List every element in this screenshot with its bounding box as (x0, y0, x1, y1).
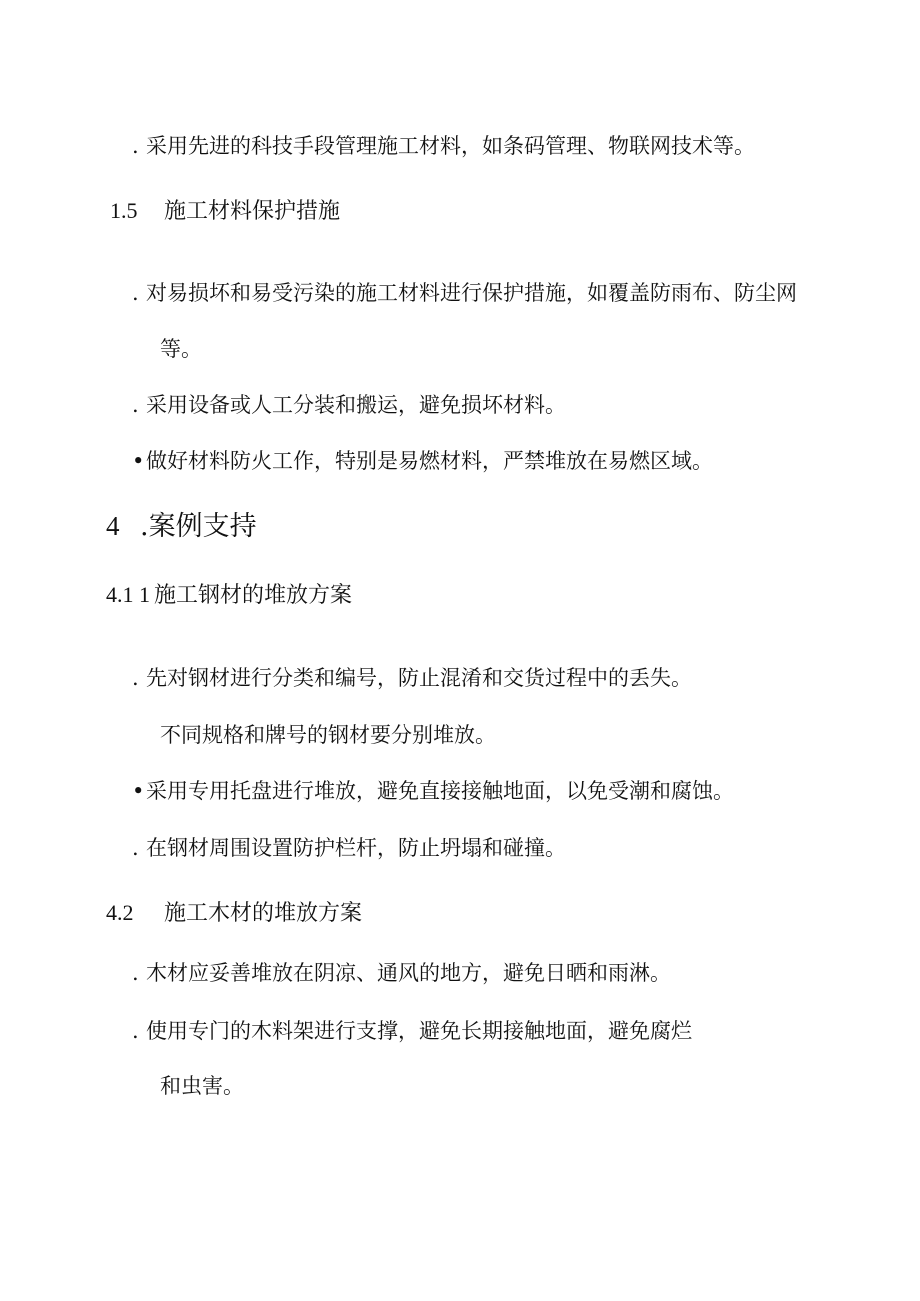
section-heading-4-2 (106, 898, 362, 929)
list-item (132, 390, 566, 420)
list-item (132, 278, 797, 308)
section-title: 施工木材的堆放方案 (164, 901, 363, 926)
list-marker: . (132, 281, 139, 305)
bullet-icon: • (132, 449, 145, 473)
list-item-continuation: 等。 (160, 337, 202, 361)
list-item (132, 1016, 692, 1046)
list-item (132, 663, 692, 693)
list-item-text: 采用先进的科技手段管理施工材料，如条码管理、物联网技术等。 (146, 134, 755, 158)
section-number: 4.1 1 (106, 582, 150, 607)
list-marker: . (132, 134, 139, 158)
list-marker: . (132, 1019, 139, 1043)
section-number: 4 (106, 511, 120, 541)
list-item (132, 131, 755, 161)
list-item (132, 446, 713, 476)
list-item-continuation: 和虫害。 (160, 1074, 244, 1098)
list-item-text: 对易损坏和易受污染的施工材料进行保护措施，如覆盖防雨布、防尘网 (146, 281, 797, 305)
list-marker: . (132, 836, 139, 860)
bullet-icon: • (132, 779, 145, 803)
section-heading-4 (106, 508, 257, 545)
section-number: 4.2 (106, 900, 134, 925)
list-marker: . (132, 666, 139, 690)
list-item-text: 采用设备或人工分装和搬运，避免损坏材料。 (146, 393, 566, 417)
section-number: 1.5 (110, 198, 138, 223)
section-heading-4-1-1 (106, 580, 352, 611)
list-item-continuation: 不同规格和牌号的钢材要分别堆放。 (160, 723, 496, 747)
section-title: 施工钢材的堆放方案 (154, 583, 353, 608)
list-item (132, 776, 734, 806)
list-item-text: 使用专门的木料架进行支撑，避免长期接触地面，避免腐烂 (146, 1019, 692, 1043)
list-item (132, 958, 671, 988)
list-item-text: 在钢材周围设置防护栏杆，防止坍塌和碰撞。 (146, 836, 566, 860)
list-marker: . (132, 961, 139, 985)
list-item-text: 做好材料防火工作，特别是易燃材料，严禁堆放在易燃区域。 (146, 449, 713, 473)
section-heading-1-5 (110, 196, 340, 227)
section-title: 施工材料保护措施 (164, 199, 341, 224)
list-item-text: 先对钢材进行分类和编号，防止混淆和交货过程中的丢失。 (146, 666, 692, 690)
list-item-text: 木材应妥善堆放在阴凉、通风的地方，避免日晒和雨淋。 (146, 961, 671, 985)
section-title: .案例支持 (140, 511, 257, 542)
list-marker: . (132, 393, 139, 417)
list-item-text: 采用专用托盘进行堆放，避免直接接触地面，以免受潮和腐蚀。 (146, 779, 734, 803)
list-item (132, 833, 566, 863)
